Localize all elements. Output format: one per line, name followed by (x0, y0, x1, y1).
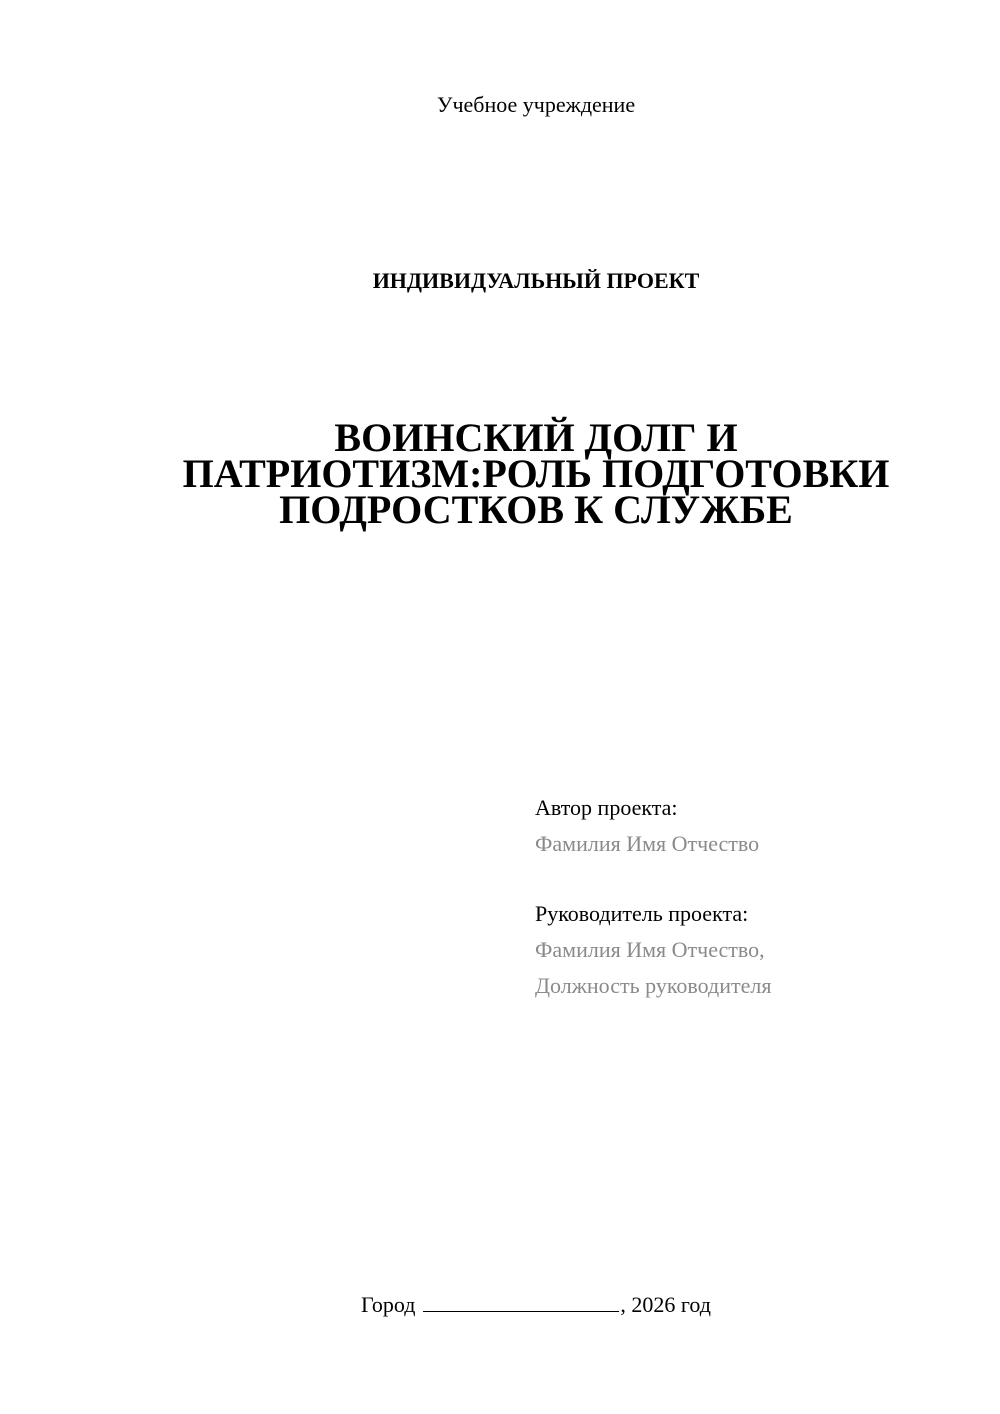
project-title (150, 415, 922, 532)
city-label: Город (361, 1292, 416, 1317)
project-title-line: ВОИНСКИЙ ДОЛГ И (334, 415, 738, 460)
supervisor-label: Руководитель проекта: (535, 901, 749, 926)
year-text: , 2026 год (620, 1292, 711, 1317)
project-info-block (535, 790, 975, 1004)
author-name: Фамилия Имя Отчество (535, 831, 760, 856)
project-title-line: ПОДРОСТКОВ К СЛУЖБЕ (279, 487, 793, 532)
author-label: Автор проекта: (535, 795, 678, 820)
institution-name: Учебное учреждение (436, 92, 636, 117)
project-title-line: ПАТРИОТИЗМ:РОЛЬ ПОДГОТОВКИ (182, 451, 890, 496)
supervisor-position: Должность руководителя (535, 973, 772, 998)
spacer (535, 862, 975, 896)
supervisor-name: Фамилия Имя Отчество, (535, 937, 765, 962)
city-year-line (0, 1290, 1000, 1320)
city-blank-line (423, 1291, 619, 1312)
document-type: ИНДИВИДУАЛЬНЫЙ ПРОЕКТ (372, 268, 700, 293)
